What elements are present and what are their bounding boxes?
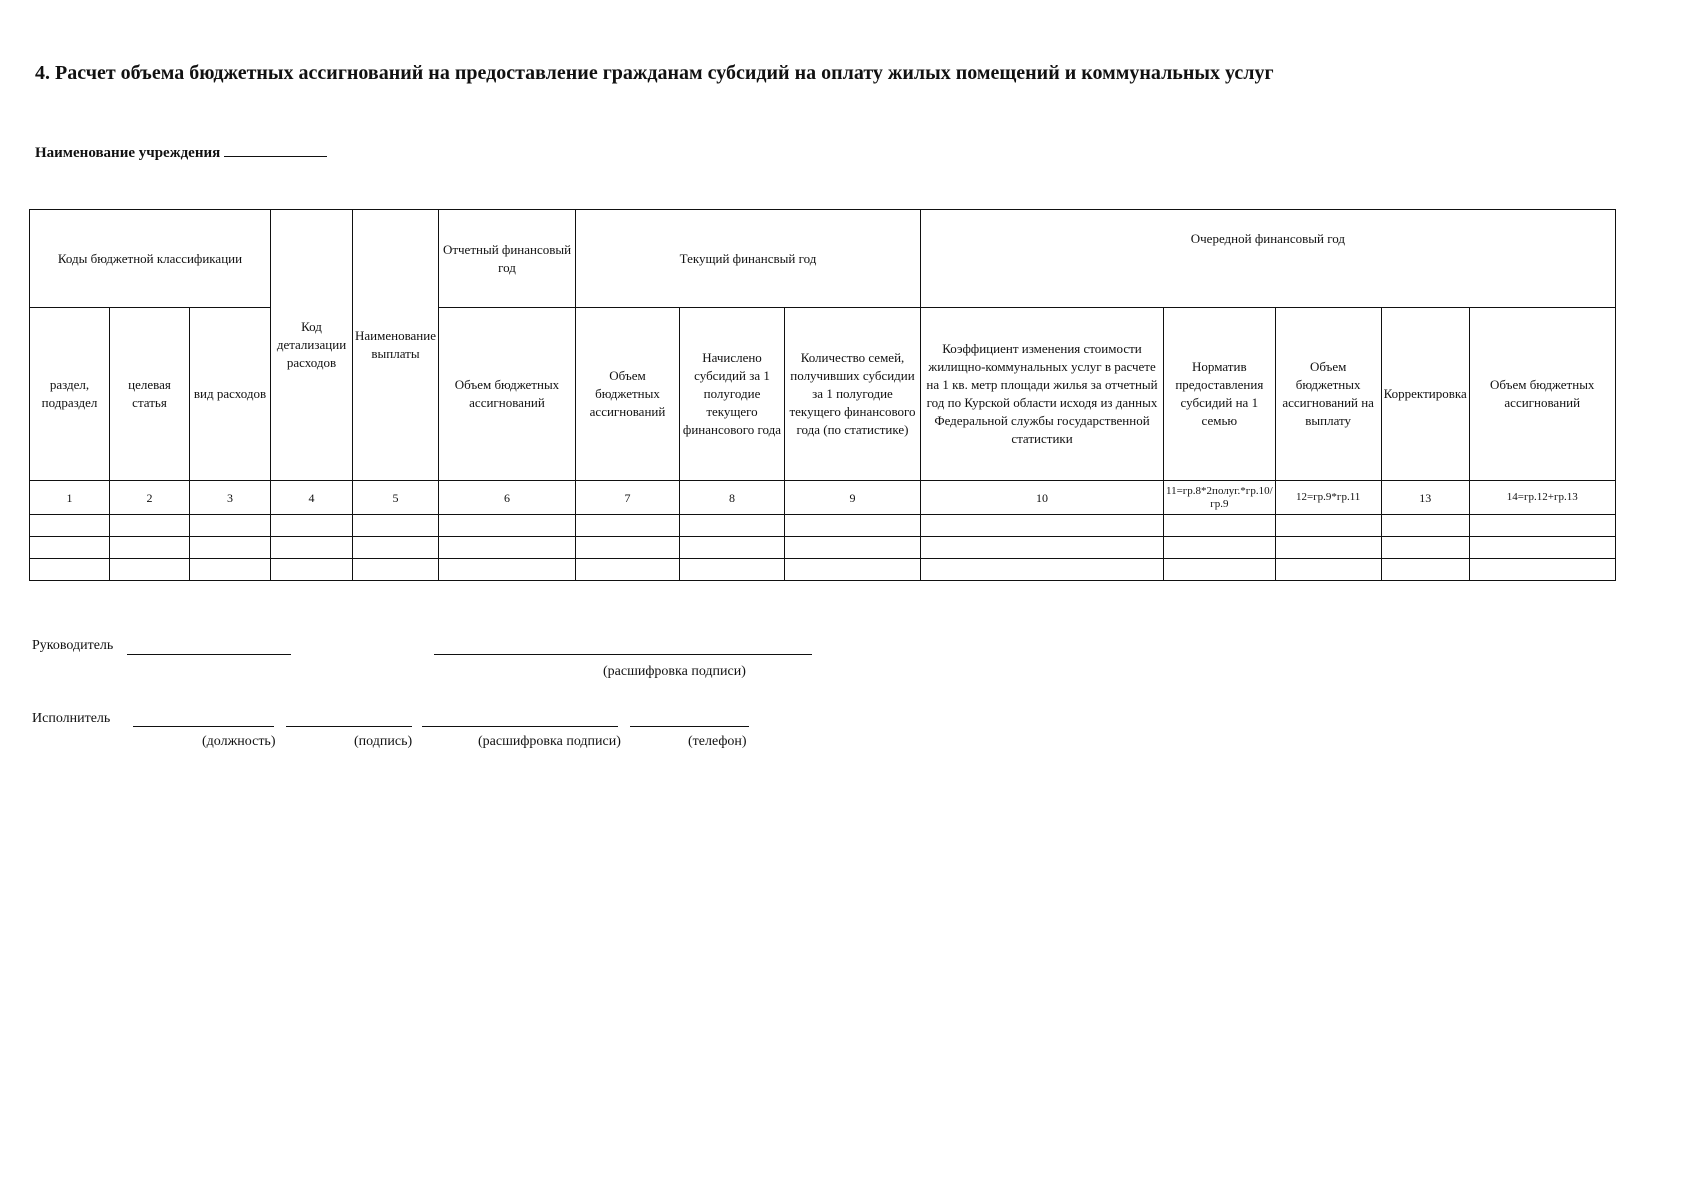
executor-phone-line[interactable] — [630, 726, 749, 727]
executor-name-caption: (расшифровка подписи) — [478, 734, 621, 749]
table-cell[interactable] — [680, 559, 785, 581]
table-cell[interactable] — [1275, 537, 1381, 559]
header-target-article: целевая статья — [110, 308, 190, 481]
header-expense-type: вид расходов — [190, 308, 271, 481]
header-cost-coefficient: Коэффициент изменения стоимости жилищно-коммунальных услуг в расчете на 1 кв. метр площади жилья за отчетный год по Курской области исходя из данных Федеральной службы государственной статистики — [921, 308, 1164, 481]
header-families-count: Количество семей, получивших субсидии за 1 полугодие текущего финансового года (по статистике) — [785, 308, 921, 481]
table-cell[interactable] — [271, 515, 353, 537]
executor-signature-label: Исполнитель — [32, 711, 111, 726]
executor-name-line[interactable] — [422, 726, 618, 727]
column-number: 5 — [353, 481, 439, 515]
header-correction: Корректировка — [1381, 308, 1469, 481]
header-current-volume: Объем бюджетных ассигнований — [576, 308, 680, 481]
table-cell[interactable] — [921, 537, 1164, 559]
table-cell[interactable] — [921, 515, 1164, 537]
table-cell[interactable] — [190, 537, 271, 559]
header-detail-code: Код детализации расходов — [271, 210, 353, 481]
header-report-volume: Объем бюджетных ассигнований — [439, 308, 576, 481]
executor-position-caption: (должность) — [202, 734, 276, 749]
table-cell[interactable] — [353, 559, 439, 581]
table-cell[interactable] — [785, 559, 921, 581]
column-number-row — [30, 481, 1616, 515]
table-cell[interactable] — [110, 537, 190, 559]
table-cell[interactable] — [271, 559, 353, 581]
organization-name-blank[interactable] — [224, 142, 327, 157]
table-cell[interactable] — [353, 537, 439, 559]
header-next-year: Очередной финансовый год — [921, 210, 1616, 308]
table-cell[interactable] — [680, 515, 785, 537]
column-number: 8 — [680, 481, 785, 515]
table-cell[interactable] — [30, 559, 110, 581]
header-subsidy-norm: Норматив предоставления субсидий на 1 семью — [1164, 308, 1276, 481]
table-cell[interactable] — [921, 559, 1164, 581]
table-cell[interactable] — [1164, 515, 1276, 537]
table-cell[interactable] — [576, 515, 680, 537]
header-payment-volume: Объем бюджетных ассигнований на выплату — [1275, 308, 1381, 481]
budget-calculation-table — [29, 209, 1616, 581]
header-section: раздел, подраздел — [30, 308, 110, 481]
header-row-groups — [30, 210, 1616, 308]
column-number: 9 — [785, 481, 921, 515]
table-cell[interactable] — [110, 515, 190, 537]
table-cell[interactable] — [30, 515, 110, 537]
header-budget-codes: Коды бюджетной классификации — [30, 210, 271, 308]
table-row — [30, 537, 1616, 559]
head-signature-label: Руководитель — [32, 638, 114, 653]
table-cell[interactable] — [1275, 515, 1381, 537]
table-row — [30, 515, 1616, 537]
header-row-columns — [30, 308, 1616, 481]
table-cell[interactable] — [439, 537, 576, 559]
table-cell[interactable] — [576, 537, 680, 559]
table-cell[interactable] — [30, 537, 110, 559]
executor-position-line[interactable] — [133, 726, 274, 727]
executor-phone-caption: (телефон) — [688, 734, 747, 749]
table-row — [30, 559, 1616, 581]
header-current-year: Текущий финансвый год — [576, 210, 921, 308]
header-accrued-subsidies: Начислено субсидий за 1 полугодие текущего финансового года — [680, 308, 785, 481]
executor-signature-line[interactable] — [286, 726, 412, 727]
column-number-formula: 12=гр.9*гр.11 — [1275, 481, 1381, 515]
table-cell[interactable] — [1164, 537, 1276, 559]
table-cell[interactable] — [785, 537, 921, 559]
table-cell[interactable] — [1164, 559, 1276, 581]
column-number: 6 — [439, 481, 576, 515]
column-number: 10 — [921, 481, 1164, 515]
header-next-volume: Объем бюджетных ассигнований — [1469, 308, 1615, 481]
table-cell[interactable] — [1381, 515, 1469, 537]
column-number: 1 — [30, 481, 110, 515]
table-cell[interactable] — [1469, 537, 1615, 559]
table-cell[interactable] — [576, 559, 680, 581]
table-cell[interactable] — [439, 515, 576, 537]
organization-name-label: Наименование учреждения — [35, 145, 221, 161]
column-number: 13 — [1381, 481, 1469, 515]
column-number-formula: 14=гр.12+гр.13 — [1469, 481, 1615, 515]
executor-signature-caption: (подпись) — [354, 734, 413, 749]
head-name-caption: (расшифровка подписи) — [603, 664, 746, 679]
table-cell[interactable] — [110, 559, 190, 581]
document-title: 4. Расчет объема бюджетных ассигнований на предоставление гражданам субсидий на оплату жилых помещений и коммунальных услуг — [35, 62, 1274, 84]
table-cell[interactable] — [190, 515, 271, 537]
head-signature-line[interactable] — [127, 654, 291, 655]
table-cell[interactable] — [271, 537, 353, 559]
table-cell[interactable] — [190, 559, 271, 581]
table-cell[interactable] — [1469, 515, 1615, 537]
table-cell[interactable] — [680, 537, 785, 559]
header-report-year: Отчетный финансовый год — [439, 210, 576, 308]
column-number: 2 — [110, 481, 190, 515]
header-payment-name: Наименование выплаты — [353, 210, 439, 481]
head-name-line[interactable] — [434, 654, 812, 655]
table-cell[interactable] — [785, 515, 921, 537]
table-cell[interactable] — [1275, 559, 1381, 581]
column-number-formula: 11=гр.8*2полуг.*гр.10/гр.9 — [1164, 481, 1276, 515]
organization-name-field — [35, 142, 327, 162]
table-cell[interactable] — [353, 515, 439, 537]
column-number: 7 — [576, 481, 680, 515]
column-number: 4 — [271, 481, 353, 515]
table-cell[interactable] — [1381, 559, 1469, 581]
table-cell[interactable] — [1469, 559, 1615, 581]
table-cell[interactable] — [439, 559, 576, 581]
column-number: 3 — [190, 481, 271, 515]
table-cell[interactable] — [1381, 537, 1469, 559]
